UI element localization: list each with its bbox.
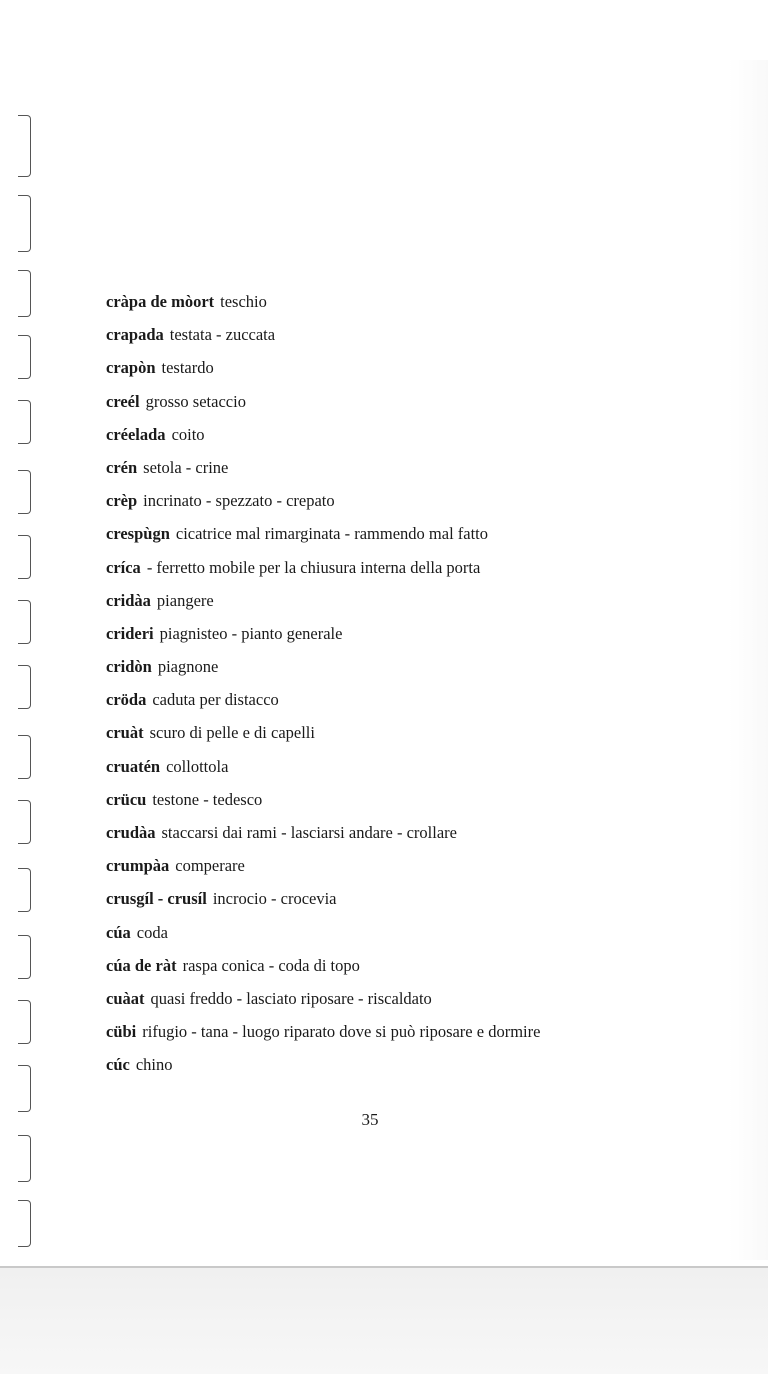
entry-definition: chino [135, 1055, 173, 1075]
glossary-entry [106, 716, 726, 749]
binding-ring [18, 600, 31, 644]
entry-definition: teschio [220, 292, 267, 311]
glossary-entry [106, 750, 726, 783]
glossary-entry [106, 949, 726, 982]
entry-term: creél [106, 391, 140, 411]
glossary-entry [106, 418, 726, 451]
entry-term: críca [106, 557, 141, 577]
entry-term: crèp [106, 491, 138, 511]
entry-term: crusgíl - crusíl [106, 889, 207, 909]
binding-ring [18, 665, 31, 709]
glossary-entry [106, 617, 726, 650]
entry-term: cruatén [106, 756, 161, 776]
glossary-entry [106, 551, 726, 584]
binding-ring [18, 115, 31, 177]
entry-definition: grosso setaccio [145, 391, 246, 411]
binding-ring [18, 535, 31, 579]
glossary-entry [106, 849, 726, 882]
glossary-entry [106, 285, 726, 318]
binding-ring [18, 335, 31, 379]
glossary-entry [106, 385, 726, 418]
glossary-list [106, 285, 726, 1082]
entry-definition: piangere [156, 590, 214, 610]
entry-definition: rifugio - tana - luogo riparato dove si può riposare e dormire [142, 1022, 541, 1042]
entry-term: crespùgn [106, 524, 170, 544]
entry-term: crapòn [106, 358, 156, 378]
entry-definition: quasi freddo - lasciato riposare - riscaldato [150, 988, 432, 1008]
entry-term: crudàa [106, 823, 156, 842]
entry-definition: comperare [175, 856, 245, 876]
entry-term: crén [106, 457, 138, 477]
entry-term: crücu [106, 789, 147, 809]
glossary-entry [106, 1048, 726, 1081]
glossary-entry [106, 517, 726, 550]
binding-ring [18, 270, 31, 317]
entry-definition: piagnone [157, 657, 219, 677]
binding-ring [18, 400, 31, 444]
glossary-entry [106, 351, 726, 384]
entry-definition: collottola [166, 756, 229, 776]
entry-definition: caduta per distacco [152, 690, 279, 710]
entry-term: cröda [106, 690, 147, 710]
glossary-entry [106, 816, 726, 849]
entry-term: cridòn [106, 657, 152, 677]
entry-term: cúc [106, 1055, 130, 1075]
glossary-entry [106, 982, 726, 1015]
entry-definition: piagnisteo - pianto generale [159, 623, 343, 643]
entry-term: cràpa de mòort [106, 292, 215, 311]
entry-definition: incrinato - spezzato - crepato [143, 491, 335, 511]
entry-definition: incrocio - crocevia [212, 889, 337, 909]
entry-definition: coda [136, 922, 168, 942]
entry-term: créelada [106, 424, 166, 444]
binding-ring [18, 935, 31, 979]
glossary-entry [106, 584, 726, 617]
glossary-entry [106, 484, 726, 517]
entry-term: cruàt [106, 723, 144, 743]
binding-ring [18, 735, 31, 779]
glossary-entry [106, 1015, 726, 1048]
entry-definition: setola - crine [143, 457, 229, 477]
glossary-entry [106, 318, 726, 351]
binding-ring [18, 1135, 31, 1182]
entry-term: crumpàa [106, 856, 170, 876]
entry-term: cübi [106, 1022, 137, 1042]
entry-definition: staccarsi dai rami - lasciarsi andare - crollare [161, 823, 457, 842]
binding-ring [18, 470, 31, 514]
entry-definition: - ferretto mobile per la chiusura interna della porta [146, 557, 481, 577]
glossary-entry [106, 916, 726, 949]
entry-definition: cicatrice mal rimarginata - rammendo mal fatto [175, 524, 489, 544]
glossary-entry [106, 783, 726, 816]
binding-ring [18, 1065, 31, 1112]
binding-ring [18, 868, 31, 912]
entry-term: cuàat [106, 988, 145, 1008]
entry-definition: raspa conica - coda di topo [182, 955, 360, 975]
page-number: 35 [361, 1110, 379, 1129]
binding-ring [18, 800, 31, 844]
scanner-background [0, 1268, 768, 1374]
entry-term: cúa de ràt [106, 955, 177, 975]
entry-term: cúa [106, 922, 131, 942]
glossary-entry [106, 882, 726, 915]
entry-term: crideri [106, 623, 154, 643]
binding-ring [18, 195, 31, 252]
glossary-entry [106, 451, 726, 484]
binding-ring [18, 1000, 31, 1044]
entry-definition: scuro di pelle e di capelli [149, 723, 315, 743]
entry-term: cridàa [106, 590, 151, 610]
entry-definition: testata - zuccata [169, 325, 276, 345]
entry-definition: testardo [161, 358, 214, 378]
entry-definition: coito [171, 424, 205, 444]
glossary-entry [106, 683, 726, 716]
entry-term: crapada [106, 325, 164, 345]
page-shadow [728, 60, 768, 1260]
binding-ring [18, 1200, 31, 1247]
ring-binding [6, 0, 46, 1268]
entry-definition: testone - tedesco [152, 789, 263, 809]
glossary-entry [106, 650, 726, 683]
